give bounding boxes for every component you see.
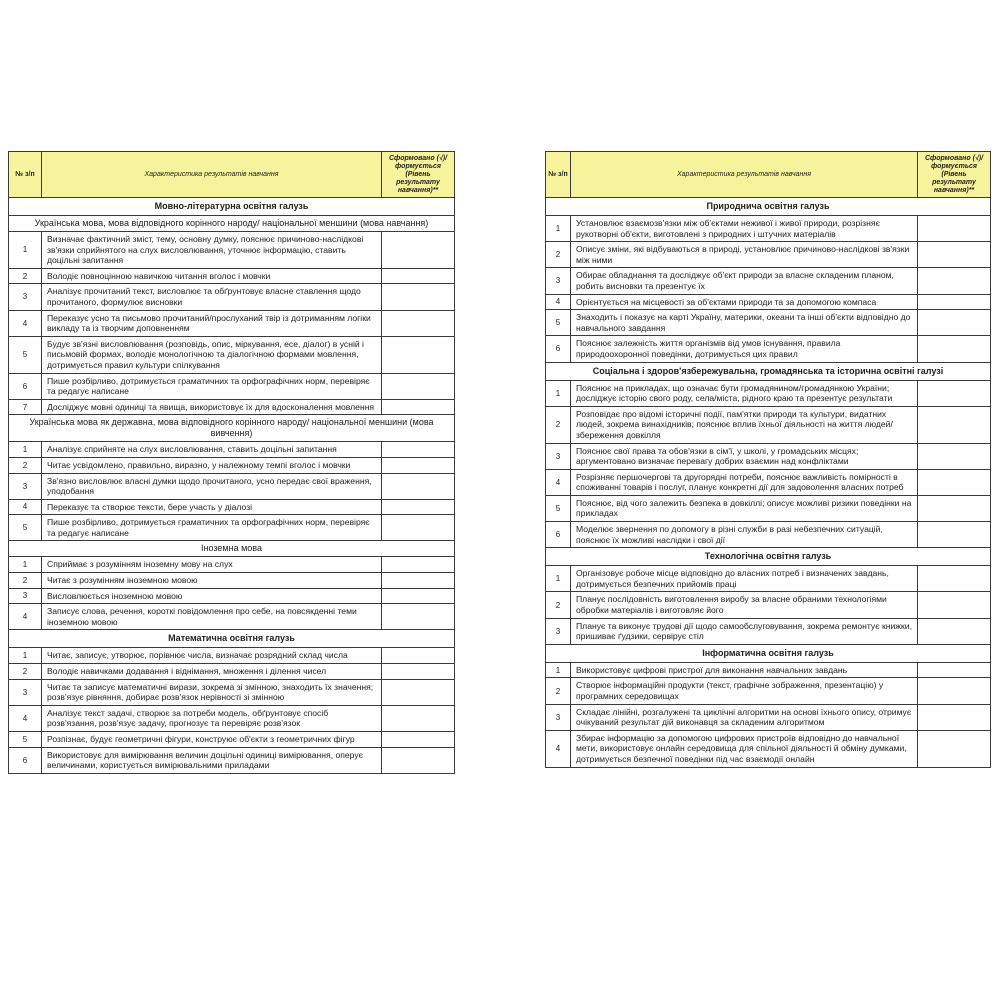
status-cell[interactable] [918,443,991,469]
item-characteristic: Читає усвідомлено, правильно, виразно, у належному темпі вголос і мовчки [42,457,382,473]
table-row [9,747,455,773]
table-row [9,705,455,731]
table-row [546,730,991,767]
item-number: 1 [546,216,571,242]
header-characteristic: Характеристика результатів навчання [571,152,918,198]
item-number: 2 [9,573,42,589]
item-number: 2 [9,268,42,284]
item-characteristic: Аналізує текст задачі, створює за потреби модель, обґрунтовує спосіб розв'язання, розв'язує задачу, прогнозує та перевіряє розв'язок [42,705,382,731]
section-heading-row [9,630,455,648]
item-characteristic: Описує зміни, які відбуваються в природі, установлює причиново-наслідкові зв'язки між ними [571,242,918,268]
status-cell[interactable] [382,232,455,269]
table-row [9,336,455,373]
item-number: 3 [546,443,571,469]
item-number: 1 [9,232,42,269]
status-cell[interactable] [382,732,455,748]
header-status: Сформовано (√)/ формується (Рівень результату навчання)** [382,152,455,198]
item-number: 4 [9,604,42,630]
table-row [9,473,455,499]
header-characteristic: Характеристика результатів навчання [42,152,382,198]
status-cell[interactable] [382,679,455,705]
item-characteristic: Планує послідовність виготовлення виробу за власне обраними технологіями обробки матеріалів і виготовляє його [571,592,918,618]
status-cell[interactable] [918,242,991,268]
table-row [9,268,455,284]
item-characteristic: Розповідає про відомі історичні події, пам'ятки природи та культури, видатних людей, зокрема винахідників; пояснює вплив їхньої діяльності на життя людей/збереження довкілля [571,406,918,443]
status-cell[interactable] [382,373,455,399]
status-cell[interactable] [382,664,455,680]
status-cell[interactable] [918,730,991,767]
item-characteristic: Використовує для вимірювання величин доцільні одиниці вимірювання, оперує величинами, користується вимірювальними приладами [42,747,382,773]
section-heading-row [546,362,991,380]
subsection-heading-row [9,541,455,557]
results-table-left [8,151,455,774]
item-number: 5 [546,310,571,336]
item-number: 3 [546,618,571,644]
table-row [9,310,455,336]
item-characteristic: Установлює взаємозв'язки між об'єктами неживої і живої природи, розрізняє рукотворні об'єкти, виготовлені з природних і штучних матеріалів [571,216,918,242]
item-characteristic: Пише розбірливо, дотримується граматичних та орфографічних норм, перевіряє та редагує написане [42,373,382,399]
table-row [546,592,991,618]
section-title: Технологічна освітня галузь [546,548,991,566]
item-number: 6 [546,522,571,548]
item-characteristic: Планує та виконує трудові дії щодо самообслуговування, зокрема ремонтує книжки, пришиває ґудзики, сервірує стіл [571,618,918,644]
status-cell[interactable] [918,380,991,406]
table-row [9,457,455,473]
table-row [546,618,991,644]
status-cell[interactable] [382,573,455,589]
status-cell[interactable] [918,566,991,592]
table-row [9,664,455,680]
status-cell[interactable] [918,522,991,548]
item-number: 2 [9,457,42,473]
item-number: 4 [546,469,571,495]
section-title: Інформатична освітня галузь [546,644,991,662]
item-number: 4 [546,294,571,310]
subsection-title: Українська мова як державна, мова відповідного корінного народу/ національної меншини (мова вивчення) [9,415,455,442]
item-characteristic: Висловлюється іноземною мовою [42,588,382,604]
status-cell[interactable] [382,457,455,473]
item-number: 7 [9,399,42,415]
item-characteristic: Визначає фактичний зміст, тему, основну думку, пояснює причиново-наслідкові зв'язки сприйнятого на слух висловлювання, уточнює інформацію, ставить доцільні запитання [42,232,382,269]
table-row [9,499,455,515]
item-characteristic: Читає з розумінням іноземною мовою [42,573,382,589]
item-number: 1 [9,648,42,664]
item-number: 3 [546,704,571,730]
section-title: Мовно-літературна освітня галузь [9,198,455,216]
status-cell[interactable] [382,588,455,604]
status-cell[interactable] [382,747,455,773]
section-heading-row [9,198,455,216]
table-row [546,380,991,406]
table-row [546,268,991,294]
item-characteristic: Пояснює на прикладах, що означає бути громадянином/громадянкою України; досліджує історію свого роду, села/міста, рідного краю та презентує результати [571,380,918,406]
status-cell[interactable] [918,310,991,336]
section-title: Соціальна і здоров'язбережувальна, громадянська та історична освітні галузі [546,362,991,380]
item-characteristic: Будує зв'язні висловлювання (розповідь, опис, міркування, есе, діалог) в усній і письмовій формах, володіє монологічною та діалогічною формами мовлення, дотримується правил культури спілкування [42,336,382,373]
item-number: 2 [9,664,42,680]
item-characteristic: Володіє повноцінною навичкою читання вголос і мовчки [42,268,382,284]
status-cell[interactable] [918,216,991,242]
subsection-title: Іноземна мова [9,541,455,557]
table-row [546,443,991,469]
item-number: 2 [546,406,571,443]
table-row [546,242,991,268]
table-row [546,495,991,521]
item-number: 6 [9,747,42,773]
item-number: 2 [546,678,571,704]
item-number: 6 [9,373,42,399]
item-number: 3 [9,679,42,705]
item-number: 1 [546,566,571,592]
header-number: № з/п [9,152,42,198]
item-number: 3 [9,284,42,310]
table-header-row [9,152,455,198]
item-characteristic: Пише розбірливо, дотримується граматичних та орфографічних норм, перевіряє та редагує написане [42,515,382,541]
subsection-title: Українська мова, мова відповідного корінного народу/ національної меншини (мова навчання) [9,216,455,232]
item-number: 1 [9,442,42,458]
status-cell[interactable] [382,268,455,284]
item-characteristic: Володіє навичками додавання і віднімання, множення і ділення чисел [42,664,382,680]
status-cell[interactable] [918,268,991,294]
table-row [9,442,455,458]
status-cell[interactable] [918,336,991,362]
status-cell[interactable] [918,495,991,521]
status-cell[interactable] [382,310,455,336]
item-number: 3 [546,268,571,294]
table-row [9,284,455,310]
table-row [9,573,455,589]
item-number: 2 [546,592,571,618]
item-characteristic: Складає лінійні, розгалужені та циклічні алгоритми на основі їхнього опису, отримує очікуваний результат дій виконавця за складеним алгоритмом [571,704,918,730]
item-characteristic: Досліджує мовні одиниці та явища, використовує їх для вдосконалення мовлення [42,399,382,415]
item-characteristic: Переказує та створює тексти, бере участь у діалозі [42,499,382,515]
item-number: 4 [9,310,42,336]
status-cell[interactable] [918,592,991,618]
status-cell[interactable] [382,499,455,515]
table-row [546,469,991,495]
table-row [9,232,455,269]
status-cell[interactable] [382,648,455,664]
item-number: 6 [546,336,571,362]
section-title: Природнича освітня галузь [546,198,991,216]
results-table-right [545,151,991,768]
status-cell[interactable] [382,473,455,499]
item-number: 5 [9,336,42,373]
item-characteristic: Створює інформаційні продукти (текст, графічне зображення, презентацію) у програмних середовищах [571,678,918,704]
table-row [9,399,455,415]
section-heading-row [546,644,991,662]
item-number: 3 [9,588,42,604]
item-characteristic: Пояснює свої права та обов'язки в сім'ї, у школі, у громадських місцях; аргументовано визначає перевагу добрих взаємин над конфліктами [571,443,918,469]
item-number: 1 [546,662,571,678]
table-row [9,648,455,664]
item-characteristic: Обирає обладнання та досліджує об'єкт природи за власне складеним планом, робить висновки та презентує їх [571,268,918,294]
status-cell[interactable] [382,336,455,373]
item-characteristic: Моделює звернення по допомогу в різні служби в разі небезпечних ситуацій, пояснює їх можливі наслідки і свої дії [571,522,918,548]
item-number: 1 [9,557,42,573]
item-characteristic: Аналізує сприйняте на слух висловлювання, ставить доцільні запитання [42,442,382,458]
item-characteristic: Пояснює залежність життя організмів від умов існування, правила природоохоронної поведінки, дотримується цих правил [571,336,918,362]
item-characteristic: Організовує робоче місце відповідно до власних потреб і визначених завдань, дотримується безпечних прийомів праці [571,566,918,592]
item-number: 2 [546,242,571,268]
item-number: 5 [9,732,42,748]
table-header-row [546,152,991,198]
status-cell[interactable] [382,557,455,573]
item-characteristic: Зв'язно висловлює власні думки щодо прочитаного, усно передає свої враження, уподобання [42,473,382,499]
item-characteristic: Пояснює, від чого залежить безпека в довкіллі; описує можливі ризики поведінки на прикладах [571,495,918,521]
status-cell[interactable] [382,604,455,630]
item-number: 5 [9,515,42,541]
table-row [546,406,991,443]
header-status: Сформовано (√)/ формується (Рівень результату навчання)** [918,152,991,198]
item-characteristic: Читає, записує, утворює, порівнює числа, визначає розрядний склад числа [42,648,382,664]
table-row [546,522,991,548]
status-cell[interactable] [918,618,991,644]
item-characteristic: Орієнтується на місцевості за об'єктами природи та за допомогою компаса [571,294,918,310]
table-row [546,704,991,730]
item-characteristic: Переказує усно та письмово прочитаний/прослуханий твір із дотриманням логіки викладу та із творчим доповненням [42,310,382,336]
table-row [9,732,455,748]
status-cell[interactable] [382,442,455,458]
subsection-heading-row [9,216,455,232]
status-cell[interactable] [382,515,455,541]
item-characteristic: Розрізняє першочергові та другорядні потреби, пояснює важливість помірності в споживанні товарів і послуг, планує конкретні дії для задоволення власних потреб [571,469,918,495]
status-cell[interactable] [918,469,991,495]
item-number: 4 [9,499,42,515]
status-cell[interactable] [382,284,455,310]
table-row [9,557,455,573]
item-characteristic: Знаходить і показує на карті Україну, материки, океани та інші об'єкти відповідно до навчального завдання [571,310,918,336]
status-cell[interactable] [918,294,991,310]
table-row [9,679,455,705]
item-number: 3 [9,473,42,499]
table-row [546,336,991,362]
header-number: № з/п [546,152,571,198]
item-characteristic: Аналізує прочитаний текст, висловлює та обґрунтовує власне ставлення щодо прочитаного, формулює висновки [42,284,382,310]
item-characteristic: Записує слова, речення, короткі повідомлення про себе, на повсякденні теми іноземною мовою [42,604,382,630]
table-row [546,678,991,704]
table-row [9,373,455,399]
subsection-heading-row [9,415,455,442]
status-cell[interactable] [382,399,455,415]
table-row [9,604,455,630]
item-characteristic: Читає та записує математичні вирази, зокрема зі змінною, знаходить їх значення; розв'язує рівняння, добирає розв'язок нерівності зі змінною [42,679,382,705]
item-number: 4 [9,705,42,731]
table-row [9,588,455,604]
item-number: 1 [546,380,571,406]
status-cell[interactable] [918,406,991,443]
status-cell[interactable] [918,678,991,704]
table-row [546,662,991,678]
section-heading-row [546,198,991,216]
table-row [546,216,991,242]
table-row [546,310,991,336]
item-characteristic: Сприймає з розумінням іноземну мову на слух [42,557,382,573]
section-heading-row [546,548,991,566]
item-number: 4 [546,730,571,767]
status-cell[interactable] [382,705,455,731]
table-row [546,294,991,310]
item-number: 5 [546,495,571,521]
item-characteristic: Збирає інформацію за допомогою цифрових пристроїв відповідно до навчальної мети, використовує онлайн середовища для спільної діяльності й обміну думками, дотримується безпечної поведінки під час взаємодії онлайн [571,730,918,767]
status-cell[interactable] [918,662,991,678]
table-row [9,515,455,541]
table-row [546,566,991,592]
section-title: Математична освітня галузь [9,630,455,648]
status-cell[interactable] [918,704,991,730]
item-characteristic: Використовує цифрові пристрої для виконання навчальних завдань [571,662,918,678]
item-characteristic: Розпізнає, будує геометричні фігури, конструює об'єкти з геометричних фігур [42,732,382,748]
